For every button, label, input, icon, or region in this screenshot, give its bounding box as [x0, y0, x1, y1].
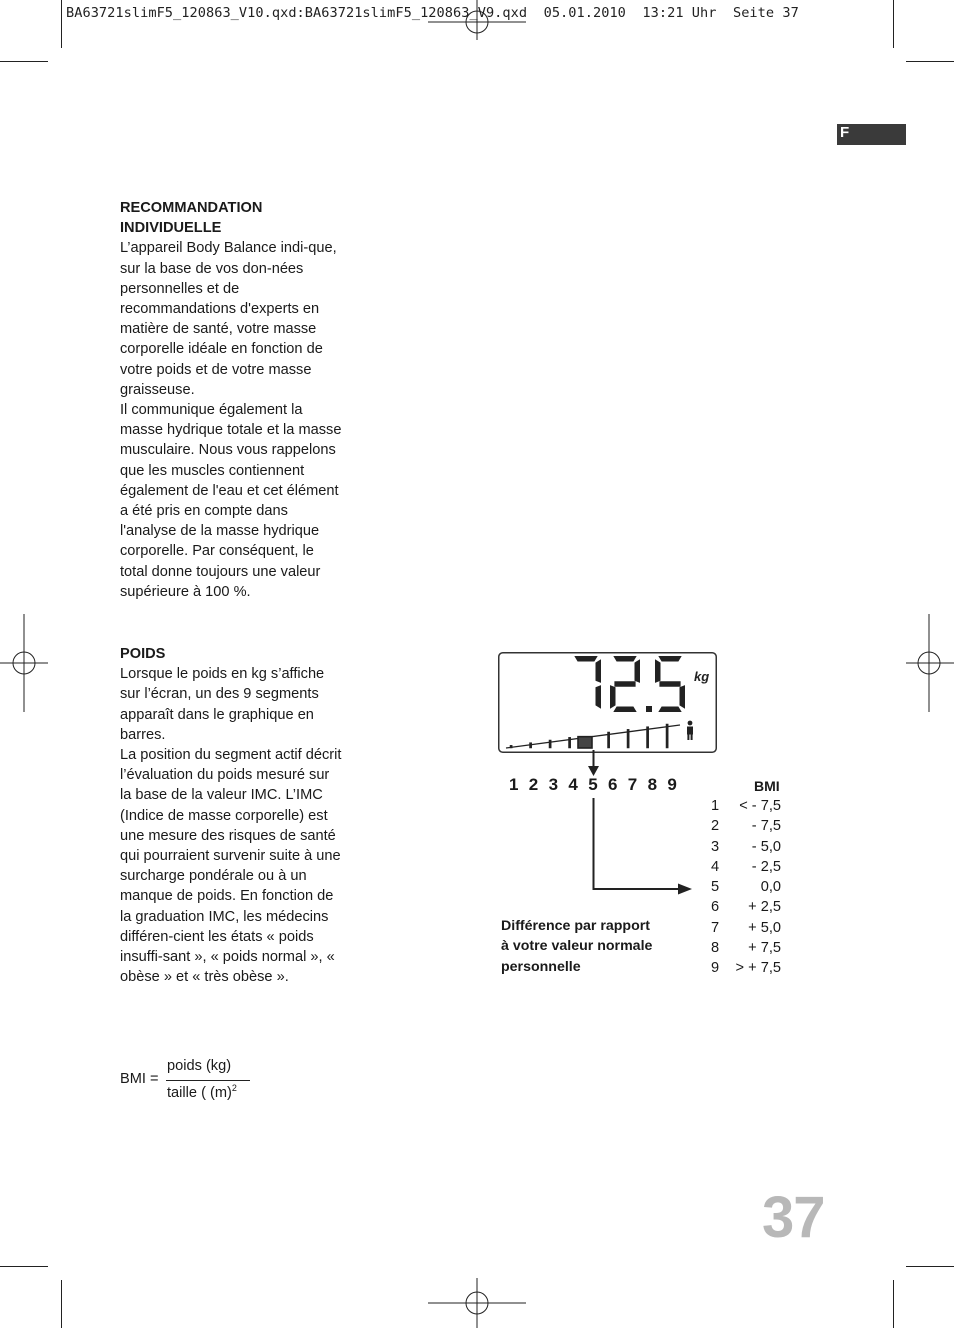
- bmi-table-row: [709, 857, 781, 877]
- bmi-segment-index: 4: [711, 858, 720, 875]
- bmi-table: [709, 796, 781, 979]
- difference-caption: [501, 916, 681, 977]
- crop-mark: [61, 1280, 62, 1328]
- segment-number: 9: [667, 775, 677, 794]
- section-poids: [120, 644, 342, 987]
- segment-number: 6: [607, 775, 618, 794]
- paragraph: Lorsque le poids en kg s’affiche sur l’écran, un des 9 segments apparaît dans le graphique en barres.: [120, 666, 325, 743]
- scale-lcd-display: [498, 652, 717, 753]
- bmi-table-row: [709, 918, 781, 938]
- bmi-table-row: [709, 837, 781, 857]
- bmi-table-heading: BMI: [754, 778, 780, 794]
- bmi-segment-index: 2: [711, 818, 720, 835]
- registration-mark-left: [0, 614, 50, 714]
- paragraph: La position du segment actif décrit l’évaluation du poids mesuré sur la base de la valeur IMC. L’IMC (Indice de masse corporelle) est une mesure des risques de santé qui pourraient survenir suite à une surcharge pondérale ou à un manque de poids. En fonction de la graduation IMC, les médecins différen-cient les états « poids insuffi-sant », « poids normal », « obèse » et « très obèse ».: [120, 747, 342, 986]
- bar-segment: [666, 724, 668, 748]
- formula-exponent: 2: [231, 1083, 237, 1093]
- language-tab: F: [837, 124, 906, 145]
- bmi-segment-index: 8: [711, 940, 720, 957]
- registration-mark-bottom: [428, 1278, 528, 1328]
- bmi-difference-value: 0,0: [760, 879, 781, 896]
- crop-mark: [906, 1266, 954, 1267]
- formula-denominator: taille ( (m): [167, 1084, 232, 1101]
- bar-segment: [530, 743, 532, 748]
- bar-segment: [510, 745, 512, 748]
- arrow-head-down: [588, 766, 599, 776]
- bmi-segment-index: 9: [711, 960, 720, 977]
- formula-numerator: poids (kg): [167, 1058, 232, 1074]
- caption-line: Différence par rapport: [501, 918, 651, 934]
- bmi-difference-value: - 5,0: [751, 838, 781, 855]
- segment-number: 5: [588, 775, 598, 794]
- bar-segment: [627, 729, 629, 748]
- bmi-difference-value: - 2,5: [751, 858, 781, 875]
- bmi-table-row: [709, 796, 781, 816]
- bmi-segment-index: 5: [711, 879, 720, 896]
- caption-line: à votre valeur normale: [501, 938, 653, 955]
- segment-number: 4: [568, 775, 578, 794]
- print-slug: BA63721slimF5_120863_V10.qxd:BA63721slimF5_120863_V9.qxd 05.01.2010 13:21 Uhr Seite 37: [66, 5, 799, 21]
- bar-segment: [569, 737, 571, 748]
- crop-mark: [906, 61, 954, 62]
- registration-mark-right: [904, 614, 954, 714]
- segment-number: 2: [528, 775, 539, 794]
- crop-mark: [0, 61, 48, 62]
- bmi-table-row: [709, 877, 781, 897]
- segment-number: 8: [647, 775, 658, 794]
- bar-segment: [608, 732, 610, 748]
- page-number: 37: [762, 1185, 825, 1250]
- section-heading: INDIVIDUELLE: [120, 220, 222, 237]
- bar-segment: [647, 727, 649, 748]
- crop-mark: [0, 1266, 48, 1267]
- bmi-difference-value: + 7,5: [748, 940, 781, 957]
- crop-mark: [893, 0, 894, 48]
- formula-denominator-wrap: [167, 1083, 237, 1101]
- crop-mark: [61, 0, 62, 48]
- segment-number: 7: [627, 775, 638, 794]
- bmi-segment-index: 1: [711, 798, 720, 814]
- segment-number: 3: [548, 775, 559, 794]
- segment-number: 1: [509, 775, 519, 794]
- fraction-bar: [166, 1080, 250, 1081]
- section-recommandation: [120, 198, 342, 602]
- bar-segment: [549, 740, 551, 748]
- bmi-difference-value: - 7,5: [751, 818, 781, 835]
- caption-line: personnelle: [501, 958, 581, 975]
- bmi-difference-value: + 5,0: [748, 919, 781, 936]
- paragraph: Il communique également la masse hydrique totale et la masse musculaire. Nous vous rappelons que les muscles contiennent également de l'eau et cet élément a été pris en compte dans l'analyse de la masse hydrique corporelle. Par conséquent, le total donne toujours une valeur supérieure à 100 %.: [120, 402, 342, 600]
- bmi-segment-index: 6: [711, 899, 720, 916]
- bmi-table-row: [709, 816, 781, 836]
- section-heading: POIDS: [120, 646, 166, 662]
- bar-segment-active: [578, 737, 592, 748]
- crop-mark: [893, 1280, 894, 1328]
- bmi-table-row: [709, 938, 781, 958]
- formula-label: BMI =: [120, 1071, 159, 1087]
- bmi-segment-index: 7: [711, 919, 720, 936]
- bmi-table-row: [709, 958, 781, 978]
- bmi-difference-value: + 2,5: [748, 899, 781, 916]
- lcd-decimal-point: [646, 706, 652, 712]
- bmi-segment-index: 3: [711, 838, 720, 855]
- paragraph: L’appareil Body Balance indi-que, sur la base de vos don-nées personnelles et de recommandations d'experts en matière de santé, votre masse corporelle idéale en fonction de votre poids et de votre masse graisseuse.: [120, 240, 337, 398]
- bmi-table-row: [709, 897, 781, 917]
- lcd-unit: kg: [694, 669, 710, 684]
- bmi-difference-value: < - 7,5: [739, 798, 781, 814]
- indicator-arrows: [560, 750, 710, 900]
- arrow-head-right: [678, 884, 692, 895]
- section-heading: RECOMMANDATION: [120, 200, 263, 216]
- bmi-difference-value: > + 7,5: [735, 960, 781, 977]
